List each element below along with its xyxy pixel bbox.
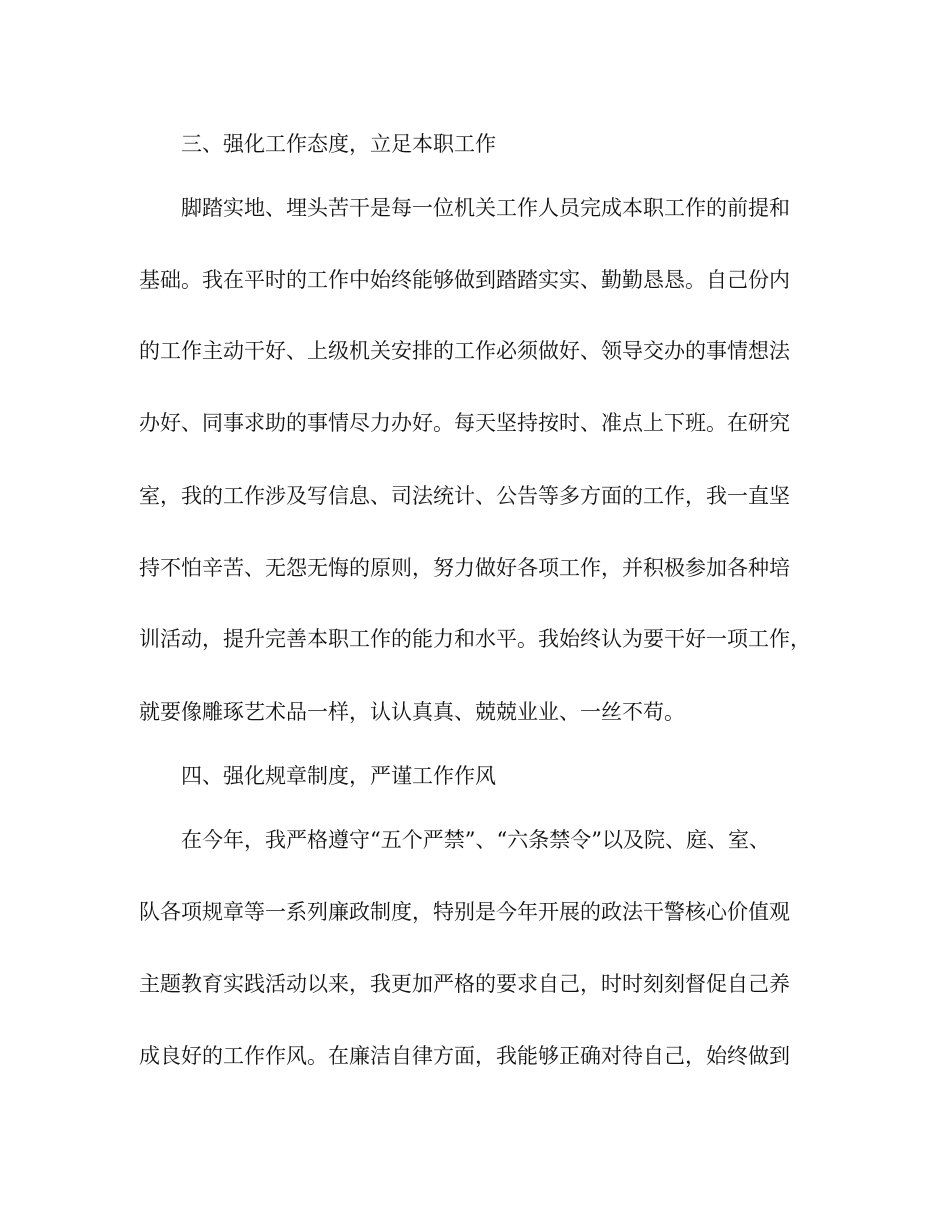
paragraph-line: 成良好的工作作风。在廉洁自律方面，我能够正确对待自己，始终做到 xyxy=(139,1044,790,1068)
paragraph-line: 办好、同事求助的事情尽力办好。每天坚持按时、准点上下班。在研究 xyxy=(139,411,790,435)
paragraph-line: 主题教育实践活动以来，我更加严格的要求自己，时时刻刻督促自己养 xyxy=(139,972,790,996)
paragraph-line: 的工作主动干好、上级机关安排的工作必须做好、领导交办的事情想法 xyxy=(139,339,790,363)
paragraph-line: 脚踏实地、埋头苦干是每一位机关工作人员完成本职工作的前提和 xyxy=(181,196,790,220)
paragraph-line: 持不怕辛苦、无怨无悔的原则，努力做好各项工作，并积极参加各种培 xyxy=(139,556,790,580)
paragraph-line: 队各项规章等一系列廉政制度，特别是今年开展的政法干警核心价值观 xyxy=(139,900,790,924)
section-heading-4: 四、强化规章制度，严谨工作作风 xyxy=(181,764,496,788)
paragraph-line: 室，我的工作涉及写信息、司法统计、公告等多方面的工作，我一直坚 xyxy=(139,484,790,508)
paragraph-line: 就要像雕琢艺术品一样，认认真真、兢兢业业、一丝不苟。 xyxy=(139,700,685,724)
paragraph-line: 在今年，我严格遵守“五个严禁”、“六条禁令”以及院、庭、室、 xyxy=(181,828,770,852)
paragraph-line: 基础。我在平时的工作中始终能够做到踏踏实实、勤勤恳恳。自己份内 xyxy=(139,268,790,292)
section-heading-3: 三、强化工作态度，立足本职工作 xyxy=(181,132,496,156)
paragraph-line: 训活动，提升完善本职工作的能力和水平。我始终认为要干好一项工作， xyxy=(139,627,811,651)
